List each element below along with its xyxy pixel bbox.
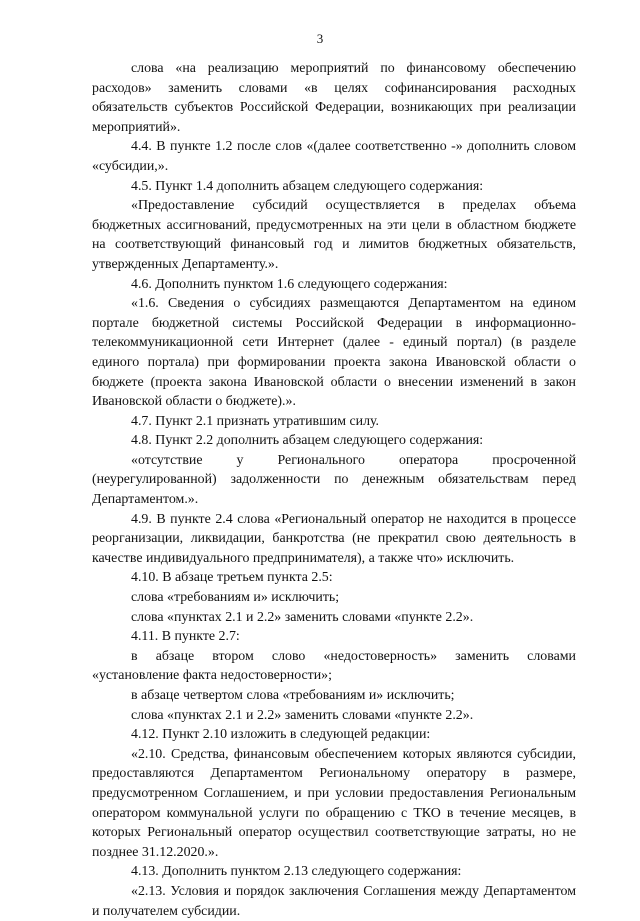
paragraph: слова «на реализацию мероприятий по финансовому обеспечению расходов» заменить словами «в целях софинансирования расходных обязательств субъектов Российской Федерации, возникающих при реализации мероприятий». [92, 61, 576, 135]
paragraph: 4.4. В пункте 1.2 после слов «(далее соответственно -» дополнить словом «субсидии,». [92, 139, 576, 174]
paragraph: 4.10. В абзаце третьем пункта 2.5: [131, 570, 333, 586]
paragraph: в абзаце четвертом слова «требованиям и» исключить; [131, 688, 455, 703]
paragraph: слова «пунктах 2.1 и 2.2» заменить словами «пункте 2.2». [131, 609, 474, 625]
paragraph: 4.11. В пункте 2.7: [131, 629, 240, 645]
paragraph: «Предоставление субсидий осуществляется в пределах объема бюджетных ассигнований, предусмотренных на эти цели в областном бюджете на соответствующий финансовый год и лимитов бюджетных обязательств, утвержденных Департаменту.». [92, 198, 576, 272]
paragraph: «отсутствие у Регионального оператора просроченной (неурегулированной) задолженности по денежным обязательствам перед Департаментом.». [92, 452, 576, 508]
paragraph: 4.9. В пункте 2.4 слова «Региональный оператор не находится в процессе реорганизации, ликвидации, банкротства (не прекратил свою деятельность в качестве индивидуального предпринимателя), а также что» исключить. [92, 511, 576, 566]
paragraph: 4.8. Пункт 2.2 дополнить абзацем следующего содержания: [131, 433, 484, 449]
paragraph: «2.13. Условия и порядок заключения Соглашения между Департаментом и получателем субсидии. [92, 883, 576, 919]
paragraph: 4.12. Пункт 2.10 изложить в следующей редакции: [131, 727, 431, 743]
paragraph: в абзаце втором слово «недостоверность» заменить словами «установление факта недостоверности»; [92, 648, 576, 684]
paragraph: «2.10. Средства, финансовым обеспечением которых являются субсидии, предоставляются Департаментом Региональному оператору в размере, предусмотренном Соглашением, и при условии предоставления Региональным оператором коммунальной услуги по обращению с ТКО в течение месяцев, в которых Региональный оператор осуществил соответствующие затраты, но не позднее 31.12.2020.». [92, 746, 576, 860]
paragraph: слова «требованиям и» исключить; [131, 590, 340, 606]
paragraph: 4.6. Дополнить пунктом 1.6 следующего содержания: [131, 276, 448, 292]
page-number: 3 [316, 31, 324, 46]
document-body [92, 59, 576, 921]
paragraph: 4.7. Пункт 2.1 признать утратившим силу. [131, 413, 380, 429]
paragraph: 4.5. Пункт 1.4 дополнить абзацем следующего содержания: [131, 178, 484, 194]
paragraph: «1.6. Сведения о субсидиях размещаются Департаментом на едином портале бюджетной системы Российской Федерации в информационно-телекоммуникационной сети Интернет (далее - единый портал) (в разделе единого портала) при формировании проекта закона Ивановской области о бюджете (проекта закона Ивановской области о внесении изменений в закон Ивановской области о бюджете).». [92, 296, 576, 410]
paragraph: слова «пунктах 2.1 и 2.2» заменить словами «пункте 2.2». [131, 707, 474, 723]
paragraph: 4.13. Дополнить пунктом 2.13 следующего содержания: [131, 864, 462, 880]
